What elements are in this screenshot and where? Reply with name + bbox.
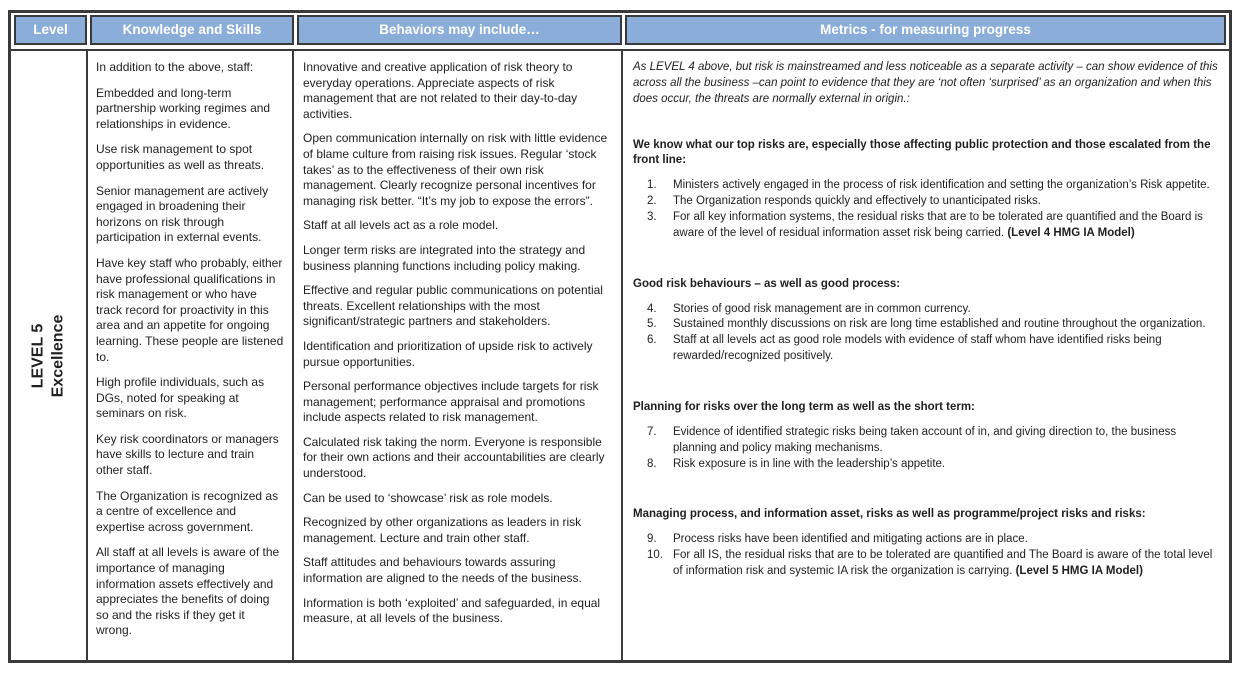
metrics-section-planning [633,400,1218,472]
metrics-list [633,532,1218,580]
knowledge-paragraph: Senior management are actively engaged in broadening their horizons on risk through participation in external events. [96,183,269,245]
metrics-list [633,178,1218,241]
metric-item-number: 1. [647,179,657,192]
metrics-section-heading: Managing process, and information asset, risks as well as programme/project risks and risks: [633,508,1146,521]
level-label [29,314,69,397]
metric-item-text [673,210,1218,242]
metrics-list [633,302,1218,365]
metric-item-text [673,425,1218,457]
metric-item [633,457,1218,473]
metric-item [633,532,1218,548]
metric-item-text-normal: The Organization responds quickly and effectively to unanticipated risks. [673,195,1041,208]
header-cell-metrics: Metrics - for measuring progress [625,15,1226,45]
metric-item-number: 4. [647,302,657,315]
metric-item [633,548,1218,580]
metric-item-text-normal: Risk exposure is in line with the leadership’s appetite. [673,457,946,470]
metric-item-number: 7. [647,425,657,438]
knowledge-paragraph: Key risk coordinators or managers have skills to lecture and train other staff. [96,431,279,478]
behavior-paragraph: Open communication internally on risk with little evidence of blame culture from raising risk issues. Regular ‘stock takes’ as to the effectiveness of their own risk management. Clearly recognize personal incentives for managing risk better. “It’s my job to expose the errors”. [303,131,608,208]
knowledge-paragraph: Embedded and long-term partnership working regimes and relationships in evidence. [96,85,271,131]
behavior-paragraph: Identification and prioritization of upside risk to actively pursue opportunities. [303,338,593,369]
metric-item-number: 3. [647,211,657,224]
knowledge-paragraph: In addition to the above, staff: [96,60,254,74]
level-cell [11,51,88,660]
metric-item-text-normal: Stories of good risk management are in common currency. [673,302,971,315]
metric-item [633,178,1218,194]
metrics-section-top-risks [633,138,1218,242]
behavior-paragraph: Calculated risk taking the norm. Everyone is responsible for their own actions and their accountabilities are clearly understood. [303,434,605,481]
metric-item [633,302,1218,318]
metrics-section-heading: Planning for risks over the long term as well as the short term: [633,401,975,414]
metric-item-text-normal: Evidence of identified strategic risks being taken account of in, and giving direction to, the business planning and policy making mechanisms. [673,425,1177,454]
table-body-row [11,49,1229,660]
metric-item [633,425,1218,457]
metric-item-text-normal: Staff at all levels act as good role models with evidence of staff whom have identified risks being rewarded/recognized positively. [673,334,1162,363]
metric-item-text [673,194,1218,210]
metric-item [633,317,1218,333]
behavior-paragraph: Can be used to ‘showcase’ risk as role models. [303,490,553,505]
metric-item-text [673,317,1218,333]
metrics-section-good-behaviours [633,277,1218,365]
behavior-paragraph: Personal performance objectives include targets for risk management; performance appraisal and promotions include aspects related to risk management. [303,379,599,425]
metric-item-text-bold: (Level 4 HMG IA Model) [1007,226,1135,239]
metric-item-text-normal: For all key information systems, the residual risks that are to be tolerated are quantified and the Board is aware of the level of residual information asset risk being carried. [673,211,1203,239]
metrics-section-heading: We know what our top risks are, especially those affecting public protection and those escalated from the front line: [633,138,1211,167]
knowledge-skills-cell [88,51,294,660]
metric-item [633,210,1218,242]
metric-item-number: 6. [647,334,657,347]
behavior-paragraph: Information is both ‘exploited’ and safeguarded, in equal measure, at all levels of the business. [303,595,601,626]
behavior-paragraph: Staff attitudes and behaviours towards assuring information are aligned to the needs of the business. [303,555,582,586]
metrics-intro: As LEVEL 4 above, but risk is mainstreamed and less noticeable as a separate activity – can show evidence of this across all the business –can point to evidence that they are ‘not often ‘surprised’ as an organization and when this does occur, the threats are normally external in origin.: [633,61,1218,105]
metric-item-number: 10. [647,549,663,562]
metric-item-number: 9. [647,533,657,546]
level-label-line2: Excellence [49,314,67,397]
metric-item-text [673,302,1218,318]
table-header-row [11,13,1229,47]
metric-item-text-normal: For all IS, the residual risks that are to be tolerated are quantified and The Board is aware of the total level of information risk and systemic IA risk the organization is carrying. [673,549,1213,578]
knowledge-paragraph: Use risk management to spot opportunities as well as threats. [96,142,265,172]
header-cell-behaviors: Behaviors may include… [297,15,622,45]
metrics-section-managing-process [633,507,1218,579]
metrics-cell [623,51,1229,660]
behavior-paragraph: Effective and regular public communications on potential threats. Excellent relationships with the most significant/strategic partners and stakeholders. [303,283,603,329]
behavior-paragraph: Recognized by other organizations as leaders in risk management. Lecture and train other staff. [303,515,582,545]
metric-item-text [673,532,1218,548]
maturity-level-table [8,10,1232,663]
metric-item [633,194,1218,210]
metric-item [633,333,1218,365]
metric-item-number: 8. [647,457,657,470]
metrics-section-heading: Good risk behaviours – as well as good process: [633,277,901,290]
metric-item-number: 2. [647,195,657,208]
knowledge-paragraph: High profile individuals, such as DGs, noted for speaking at seminars on risk. [96,375,265,421]
metric-item-text-bold: (Level 5 HMG IA Model) [1015,565,1143,578]
metric-item-text-normal: Ministers actively engaged in the process of risk identification and setting the organization’s Risk appetite. [673,179,1210,192]
knowledge-paragraph: All staff at all levels is aware of the importance of managing information assets effectively and appreciates the benefits of doing so and the risks if they get it wrong. [96,545,280,638]
behavior-paragraph: Staff at all levels act as a role model. [303,218,499,233]
metrics-list [633,425,1218,473]
knowledge-paragraph: Have key staff who probably, either have professional qualifications in risk management or who have track record for proactivity in this area and an appetite for ongoing learning. These people are listened to. [96,255,284,364]
knowledge-paragraph: The Organization is recognized as a centre of excellence and expertise across government. [96,488,279,534]
metric-item-text [673,548,1218,580]
header-cell-knowledge-skills: Knowledge and Skills [90,15,294,45]
metric-item-text-normal: Sustained monthly discussions on risk are long time established and routine throughout the organization. [673,318,1206,331]
behaviors-cell [294,51,623,660]
metric-item-text [673,333,1218,365]
behavior-paragraph: Innovative and creative application of risk theory to everyday operations. Appreciate aspects of risk management that are not related to their day-to-day activities. [303,60,578,121]
behavior-paragraph: Longer term risks are integrated into the strategy and business planning functions including policy making. [303,242,586,273]
metric-item-text-normal: Process risks have been identified and mitigating actions are in place. [673,533,1028,546]
metric-item-text [673,457,1218,473]
header-cell-level: Level [14,15,87,45]
metric-item-text [673,178,1218,194]
level-label-line1: LEVEL 5 [29,323,47,388]
metric-item-number: 5. [647,318,657,331]
